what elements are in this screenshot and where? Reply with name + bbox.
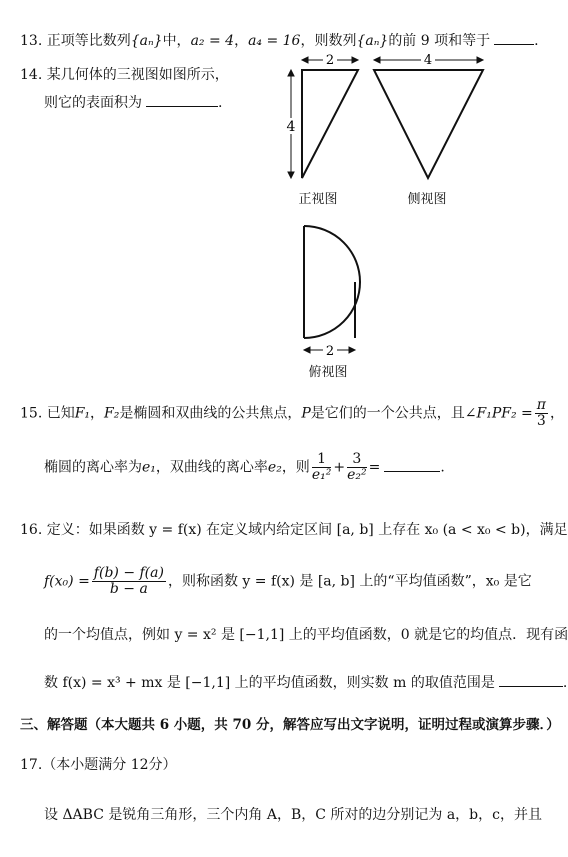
fraction <box>92 566 166 597</box>
arrow-icon <box>349 347 355 353</box>
front-view <box>302 70 358 178</box>
q15-f2: F₂ <box>104 405 120 422</box>
question-17-header: 17.（本小题满分 12分） <box>20 757 177 773</box>
frac-num: 3 <box>347 452 367 468</box>
q15-eq: = <box>368 459 381 476</box>
q15-comma: ， <box>90 405 105 422</box>
arrow-icon <box>304 347 310 353</box>
q13-seq2: {aₙ} <box>356 33 389 49</box>
q14-line1: 某几何体的三视图如图所示， <box>46 67 229 83</box>
arrow-icon <box>374 57 380 63</box>
fraction <box>347 452 367 483</box>
q13-a2: a₂ = 4 <box>190 33 235 49</box>
question-number: 14. <box>20 67 43 83</box>
question-15 <box>20 398 564 429</box>
q15-text-d: 椭圆的离心率为 <box>44 459 142 476</box>
q15-text-c: 是它们的一个公共点，且 <box>310 405 465 422</box>
q14-period: . <box>218 95 223 111</box>
q15-text-b: 是椭圆和双曲线的公共焦点， <box>119 405 302 422</box>
q15-tailcomma: ， <box>549 405 564 422</box>
arrow-icon <box>477 57 483 63</box>
q15-p: P <box>301 405 311 422</box>
question-number: 15. <box>20 405 43 422</box>
dim-front-left: 4 <box>286 119 296 135</box>
q15-line2 <box>44 452 445 483</box>
frac-den: b − a <box>109 581 148 597</box>
q16-text2: ，则称函数 y = f(x) 是 [a, b] 上的“平均值函数”，x₀ 是它 <box>167 573 532 590</box>
frac-den: 3 <box>536 413 546 429</box>
q15-text-e: ，双曲线的离心率 <box>155 459 268 476</box>
q15-period: . <box>440 459 445 476</box>
q15-plus: + <box>333 459 346 476</box>
dim-front-top: 2 <box>325 53 335 68</box>
q13-mid: 中， <box>162 33 191 49</box>
question-16 <box>20 519 568 539</box>
frac-den: e₁² <box>311 467 332 483</box>
q15-e1: e₁ <box>142 459 156 476</box>
section-heading: 三、解答题（本大题共 6 小题，共 70 分，解答应写出文字说明，证明过程或演算步骤．） <box>20 717 560 733</box>
side-view-label: 侧视图 <box>407 192 447 207</box>
dim-side-top: 4 <box>423 53 433 68</box>
question-17-text: 设 ΔABC 是锐角三角形，三个内角 A，B，C 所对的边分别记为 a，b，c，并且 <box>44 807 542 823</box>
q13-period: . <box>534 33 539 49</box>
q13-end: 的前 9 项和等于 <box>388 33 491 49</box>
q16-text4: 数 f(x) = x³ + mx 是 [−1,1] 上的平均值函数，则实数 m 的取值范围是 <box>44 675 495 691</box>
question-number: 16. <box>20 522 43 538</box>
answer-blank <box>384 458 440 472</box>
question-number: 13. <box>20 33 43 49</box>
frac-num: f(b) − f(a) <box>93 565 164 581</box>
three-view-diagram <box>0 0 542 380</box>
arrow-icon <box>352 57 358 63</box>
q13-sep: ， <box>234 33 249 49</box>
fraction <box>535 398 548 429</box>
arrow-icon <box>288 70 294 76</box>
q16-line3 <box>44 624 568 644</box>
q13-a4: a₄ = 16 <box>248 33 301 49</box>
q16-period: . <box>562 675 568 691</box>
q15-e2: e₂ <box>267 459 282 476</box>
q13-seq: {aₙ} <box>130 33 163 49</box>
q16-fx0: f(x₀) = <box>44 573 90 590</box>
arrow-icon <box>302 57 308 63</box>
q13-tail: ，则数列 <box>300 33 357 49</box>
frac-num: 1 <box>312 452 332 468</box>
frac-den: e₂² <box>347 467 367 483</box>
q16-line4 <box>44 672 567 692</box>
side-view <box>374 70 483 178</box>
q16-line2 <box>44 566 532 597</box>
dim-top-bottom: 2 <box>325 344 335 359</box>
q14-line2: 则它的表面积为 <box>44 95 142 111</box>
q16-line1: 定义：如果函数 y = f(x) 在定义域内给定区间 [a, b] 上存在 x₀ (a < x₀ < b)，满足 <box>46 522 568 538</box>
answer-blank <box>499 673 563 687</box>
q13-text: 正项等比数列 <box>46 33 131 49</box>
top-view-label: 俯视图 <box>308 365 348 380</box>
q15-text-a: 已知 <box>46 405 75 422</box>
top-view <box>304 226 360 338</box>
fraction <box>312 452 332 483</box>
frac-num: π <box>536 397 546 413</box>
q16-text3: 的一个均值点，例如 y = x² 是 [−1,1] 上的平均值函数，0 就是它的均值点．现有函 <box>44 627 568 643</box>
arrow-icon <box>288 172 294 178</box>
q15-text-f: ，则 <box>281 459 310 476</box>
q15-f1: F₁ <box>74 405 91 422</box>
front-view-label: 正视图 <box>298 192 338 207</box>
q15-angle: ∠F₁PF₂ = <box>464 405 533 422</box>
